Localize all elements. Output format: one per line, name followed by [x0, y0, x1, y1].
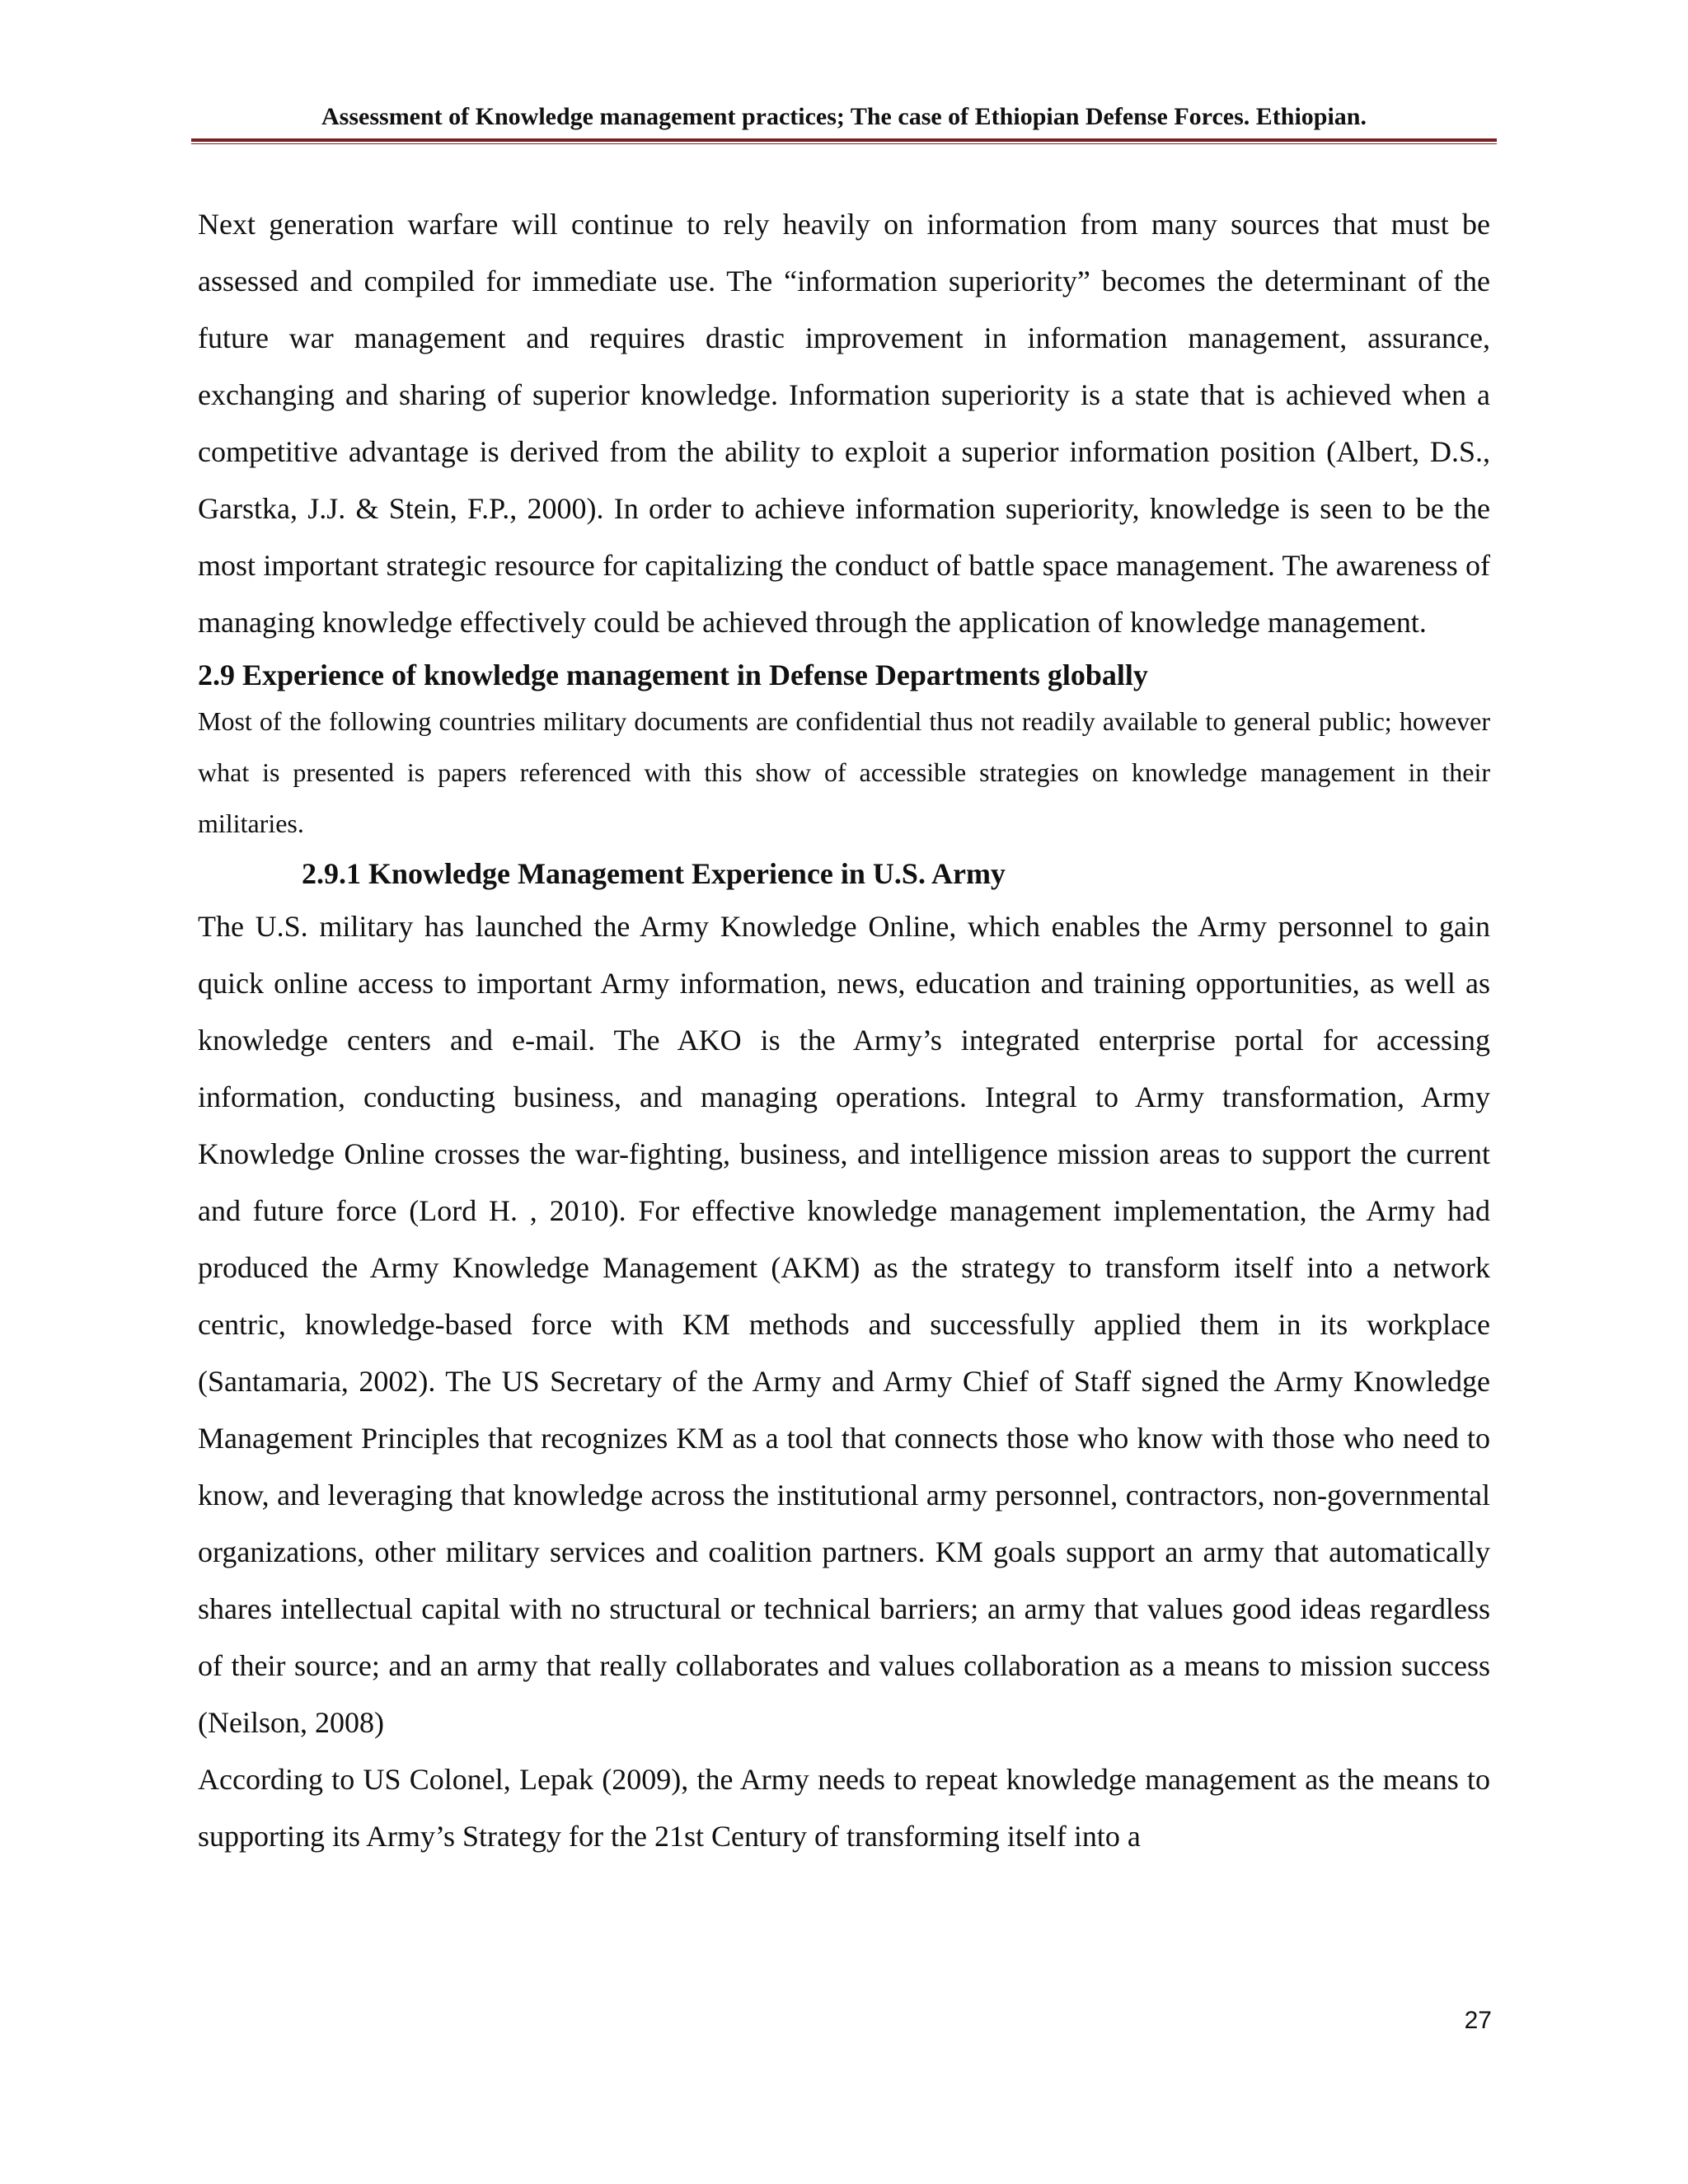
paragraph-information-superiority: Next generation warfare will continue to rely heavily on information from many sources that must be assessed and compiled for immediate use. The “information superiority” becomes the determinant of the future war management and requires drastic improvement in information management, assurance, exchanging and sharing of superior knowledge. Information superiority is a state that is achieved when a competitive advantage is derived from the ability to exploit a superior information position (Albert, D.S., Garstka, J.J. & Stein, F.P., 2000). In order to achieve information superiority, knowledge is seen to be the most important strategic resource for capitalizing the conduct of battle space management. The awareness of managing knowledge effectively could be achieved through the application of knowledge management.	[198, 208, 1490, 639]
running-header: Assessment of Knowledge management practices; The case of Ethiopian Defense Forces. Ethiopian.	[321, 103, 1367, 130]
section-heading-2-9: 2.9 Experience of knowledge management in Defense Departments globally	[198, 658, 1148, 691]
header-rule	[191, 138, 1497, 144]
subsection-heading-2-9-1: 2.9.1 Knowledge Management Experience in U.S. Army	[302, 857, 1006, 890]
paragraph-us-army-ako: The U.S. military has launched the Army Knowledge Online, which enables the Army personnel to gain quick online access to important Army information, news, education and training opportunities, as well as knowledge centers and e-mail. The AKO is the Army’s integrated enterprise portal for accessing information, conducting business, and managing operations. Integral to Army transformation, Army Knowledge Online crosses the war-fighting, business, and intelligence mission areas to support the current and future force (Lord H. , 2010). For effective knowledge management implementation, the Army had produced the Army Knowledge Management (AKM) as the strategy to transform itself into a network centric, knowledge-based force with KM methods and successfully applied them in its workplace (Santamaria, 2002). The US Secretary of the Army and Army Chief of Staff signed the Army Knowledge Management Principles that recognizes KM as a tool that connects those who know with those who need to know, and leveraging that knowledge across the institutional army personnel, contractors, non-governmental organizations, other military services and coalition partners. KM goals support an army that automatically shares intellectual capital with no structural or technical barriers; an army that values good ideas regardless of their source; and an army that really collaborates and values collaboration as a means to mission success (Neilson, 2008)	[198, 910, 1490, 1739]
page-body	[198, 196, 1490, 1865]
paragraph-lepak: According to US Colonel, Lepak (2009), the Army needs to repeat knowledge management as the means to supporting its Army’s Strategy for the 21st Century of transforming itself into a	[198, 1763, 1490, 1853]
page-number: 27	[1464, 2007, 1492, 2034]
paragraph-confidential-documents: Most of the following countries military documents are confidential thus not readily available to general public; however what is presented is papers referenced with this show of accessible strategies on knowledge management in their militaries.	[198, 706, 1490, 838]
